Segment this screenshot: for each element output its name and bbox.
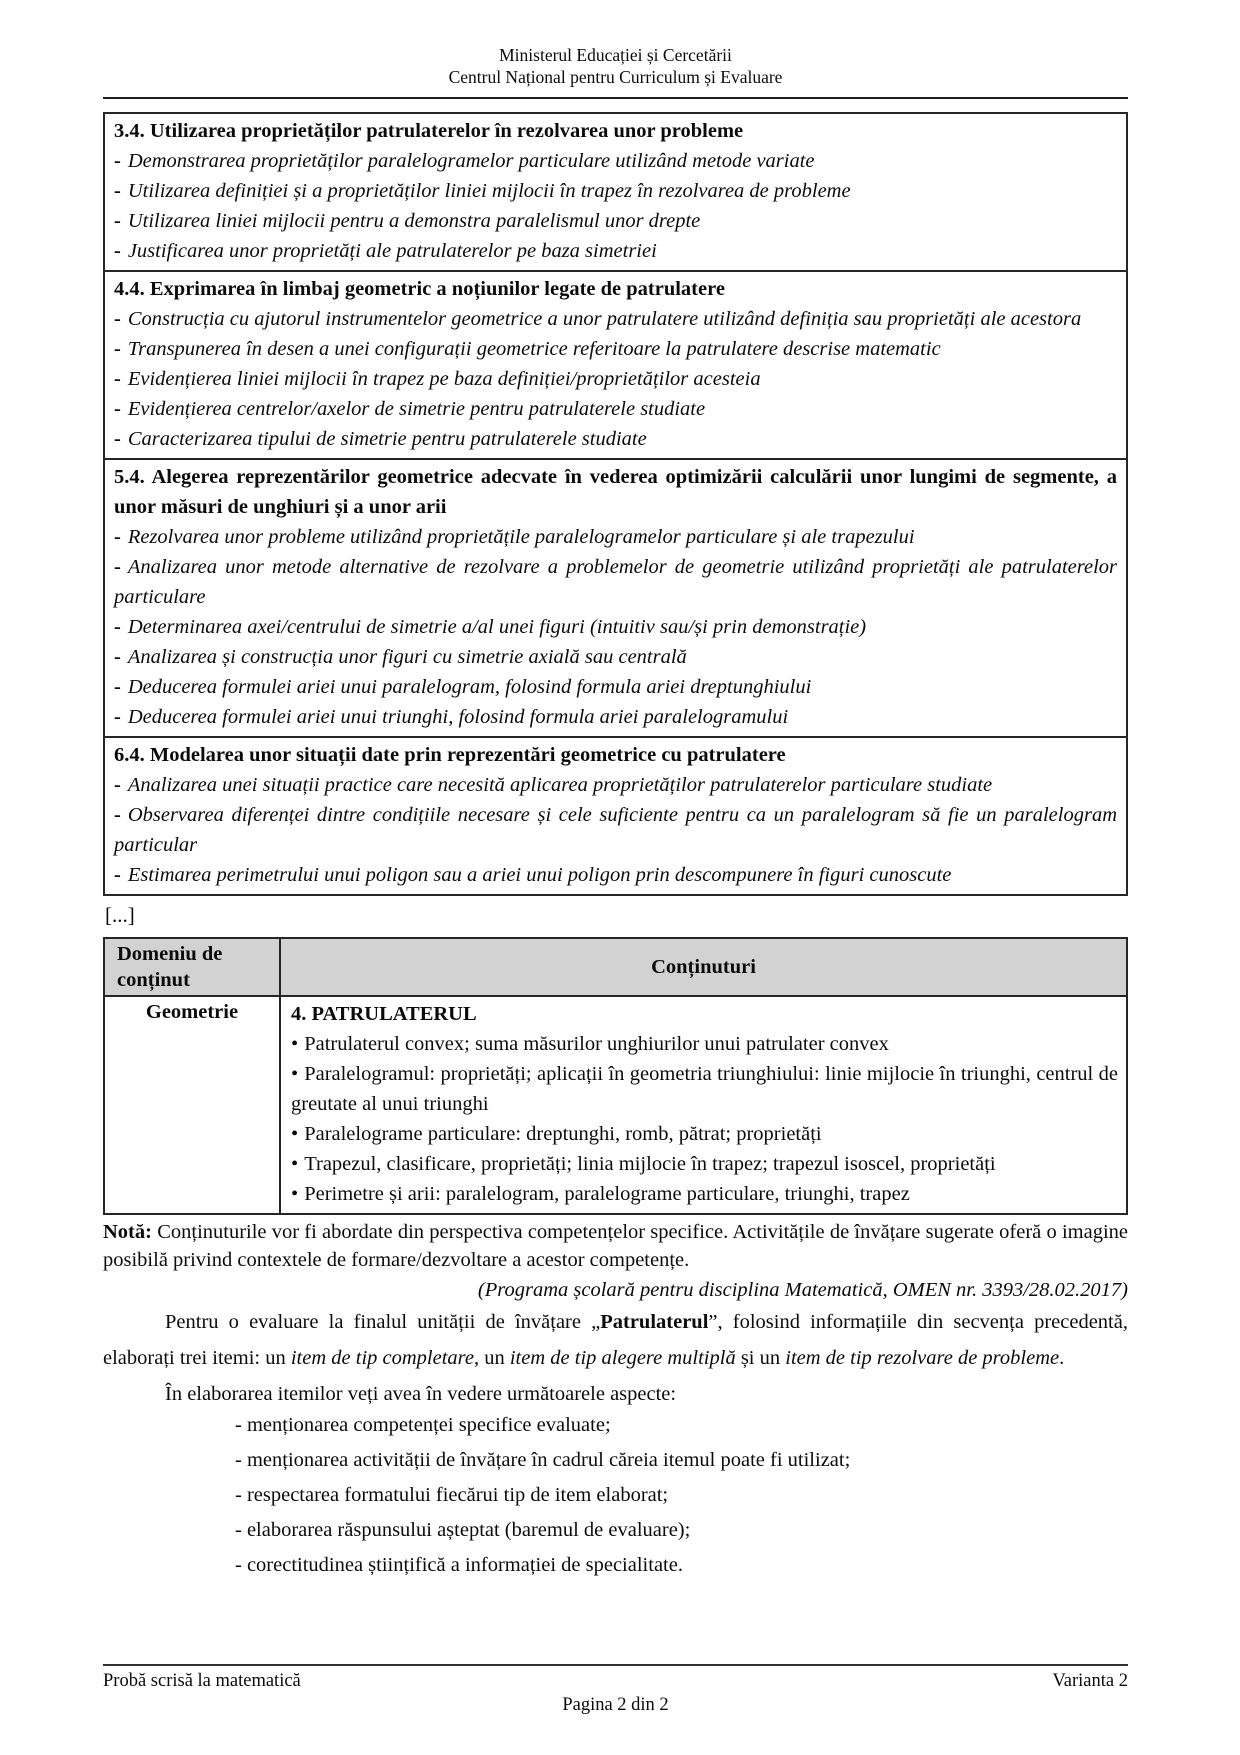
activity-text: Caracterizarea tipului de simetrie pentru patrulaterele studiate: [127, 428, 647, 450]
bullet-icon: •: [291, 1063, 299, 1085]
center-title: Centrul Național pentru Curriculum și Evaluare: [448, 67, 783, 87]
bullet-icon: •: [291, 1183, 299, 1205]
aspect-item: - elaborarea răspunsului așteptat (baremul de evaluare);: [235, 1519, 691, 1541]
domain-column-header: Domeniu de conținut: [104, 938, 280, 996]
text-segment-bold: Patrulaterul: [600, 1311, 709, 1333]
note-label: Notă:: [103, 1221, 152, 1243]
dash-marker: -: [114, 706, 121, 728]
activity-text: Evidențierea centrelor/axelor de simetrie pentru patrulaterele studiate: [127, 398, 706, 420]
task-paragraph: [103, 1304, 1128, 1376]
ellipsis-marker: [...]: [105, 903, 135, 927]
activity-item: [114, 800, 1117, 860]
competence-section-5-4: [103, 458, 1128, 738]
text-segment: și un: [735, 1347, 786, 1369]
activity-item: [114, 424, 1117, 454]
section-title: 6.4. Modelarea unor situații date prin reprezentări geometrice cu patrulatere: [114, 744, 786, 766]
aspect-item: - menționarea activității de învățare în cadrul căreia itemul poate fi utilizat;: [235, 1449, 851, 1471]
section-title: 5.4. Alegerea reprezentărilor geometrice adecvate în vederea optimizării calculării unor lungimi de segmente, a unor măsuri de unghiuri și a unor arii: [114, 466, 1117, 518]
content-item: [291, 1059, 1118, 1119]
document-header: [103, 44, 1128, 99]
dash-marker: -: [114, 616, 121, 638]
aspect-item: - corectitudinea științifică a informației de specialitate.: [235, 1554, 683, 1576]
competence-section-4-4: [103, 270, 1128, 460]
dash-marker: -: [114, 150, 121, 172]
activity-item: [114, 702, 1117, 732]
contents-table: [103, 937, 1128, 1215]
section-title: 3.4. Utilizarea proprietăților patrulaterelor în rezolvarea unor probleme: [114, 120, 744, 142]
note-text: Conținuturile vor fi abordate din perspectiva competențelor specifice. Activitățile de învățare sugerate oferă o imagine posibilă privind contextele de formare/dezvoltare a acestor competențe.: [103, 1221, 1128, 1271]
activity-text: Rezolvarea unor probleme utilizând proprietățile paralelogramelor particulare și ale trapezului: [127, 526, 915, 548]
activity-item: [114, 552, 1117, 612]
activity-item: [114, 304, 1117, 334]
bullet-icon: •: [291, 1153, 299, 1175]
activity-text: Analizarea și construcția unor figuri cu simetrie axială sau centrală: [127, 646, 687, 668]
table-header-row: [104, 938, 1127, 996]
content-item: [291, 1179, 1118, 1209]
activity-item: [114, 206, 1117, 236]
activity-text: Utilizarea liniei mijlocii pentru a demonstra paralelismul unor drepte: [127, 210, 701, 232]
activity-text: Utilizarea definiției și a proprietăților liniei mijlocii în trapez în rezolvarea de probleme: [127, 180, 851, 202]
activity-item: [114, 642, 1117, 672]
contents-column-header: Conținuturi: [280, 938, 1127, 996]
activity-text: Justificarea unor proprietăți ale patrulaterelor pe baza simetriei: [127, 240, 657, 262]
dash-marker: -: [114, 180, 121, 202]
text-segment-italic: item de tip alegere multiplă: [509, 1347, 736, 1369]
section-title: 4.4. Exprimarea în limbaj geometric a noțiunilor legate de patrulatere: [114, 278, 725, 300]
activity-text: Demonstrarea proprietăților paralelogramelor particulare utilizând metode variate: [127, 150, 815, 172]
bullet-icon: •: [291, 1033, 299, 1055]
competence-section-3-4: [103, 112, 1128, 272]
domain-cell: Geometrie: [104, 996, 280, 1214]
activity-text: Determinarea axei/centrului de simetrie a/al unei figuri (intuitiv sau/și prin demonstrație): [127, 616, 867, 638]
activity-text: Analizarea unei situații practice care necesită aplicarea proprietăților patrulaterelor particulare studiate: [127, 774, 993, 796]
ministry-title: Ministerul Educației și Cercetării: [499, 45, 732, 65]
activity-item: [114, 364, 1117, 394]
note-paragraph: [103, 1218, 1128, 1274]
page-number: Pagina 2 din 2: [562, 1695, 669, 1715]
table-row: [104, 996, 1127, 1214]
content-text: Patrulaterul convex; suma măsurilor unghiurilor unui patrulater convex: [304, 1033, 889, 1055]
activity-item: [114, 612, 1117, 642]
dash-marker: -: [114, 428, 121, 450]
aspect-item: - respectarea formatului fiecărui tip de item elaborat;: [235, 1484, 669, 1506]
dash-marker: -: [114, 526, 121, 548]
content-text: Perimetre și arii: paralelogram, paralelograme particulare, triunghi, trapez: [304, 1183, 910, 1205]
activity-item: [114, 146, 1117, 176]
activity-item: [114, 236, 1117, 266]
content-text: Paralelograme particulare: dreptunghi, romb, pătrat; proprietăți: [304, 1123, 822, 1145]
text-segment: Pentru o evaluare la finalul unității de învățare „: [165, 1311, 601, 1333]
activity-item: [114, 672, 1117, 702]
activity-item: [114, 394, 1117, 424]
footer-exam-label: Probă scrisă la matematică: [103, 1671, 301, 1691]
aspects-lead: În elaborarea itemilor veți avea în vedere următoarele aspecte:: [165, 1383, 677, 1405]
dash-marker: -: [114, 368, 121, 390]
bullet-icon: •: [291, 1123, 299, 1145]
dash-marker: -: [114, 774, 121, 796]
curriculum-reference: (Programa școlară pentru disciplina Matematică, OMEN nr. 3393/28.02.2017): [477, 1279, 1128, 1301]
content-text: Trapezul, clasificare, proprietăți; linia mijlocie în trapez; trapezul isoscel, proprietăți: [304, 1153, 996, 1175]
text-segment: , un: [473, 1347, 510, 1369]
content-text: Paralelogramul: proprietăți; aplicații în geometria triunghiului: linie mijlocie în triunghi, centrul de greutate al unui triunghi: [291, 1063, 1118, 1115]
activity-item: [114, 770, 1117, 800]
activity-text: Transpunerea în desen a unei configurații geometrice referitoare la patrulatere descrise matematic: [127, 338, 941, 360]
contents-cell: [280, 996, 1127, 1214]
activity-item: [114, 860, 1117, 890]
text-segment: ”, folosind informațiile din secvența precedentă, elaborați trei itemi: un: [103, 1311, 1128, 1369]
activity-text: Observarea diferenței dintre condițiile necesare și cele suficiente pentru ca un paralelogram să fie un paralelogram particular: [114, 804, 1117, 856]
activity-text: Analizarea unor metode alternative de rezolvare a problemelor de geometrie utilizând proprietăți ale patrulaterelor particulare: [114, 556, 1117, 608]
dash-marker: -: [114, 398, 121, 420]
text-segment: .: [1059, 1347, 1065, 1369]
dash-marker: -: [114, 210, 121, 232]
activity-text: Construcția cu ajutorul instrumentelor geometrice a unor patrulatere utilizând definiția sau proprietăți ale acestora: [127, 308, 1082, 330]
document-footer: [103, 1664, 1128, 1718]
content-item: [291, 1119, 1118, 1149]
dash-marker: -: [114, 556, 121, 578]
dash-marker: -: [114, 338, 121, 360]
activity-item: [114, 176, 1117, 206]
text-segment-italic: item de tip rezolvare de probleme: [785, 1347, 1060, 1369]
content-item: [291, 1149, 1118, 1179]
dash-marker: -: [114, 646, 121, 668]
activity-text: Estimarea perimetrului unui poligon sau a ariei unui poligon prin descompunere în figuri cunoscute: [127, 864, 952, 886]
activity-item: [114, 522, 1117, 552]
aspect-item: - menționarea competenței specifice evaluate;: [235, 1414, 611, 1436]
dash-marker: -: [114, 804, 121, 826]
dash-marker: -: [114, 676, 121, 698]
activity-text: Evidențierea liniei mijlocii în trapez pe baza definiției/proprietăților acesteia: [127, 368, 761, 390]
footer-row: [103, 1670, 1128, 1693]
text-segment-italic: item de tip completare: [290, 1347, 474, 1369]
dash-marker: -: [114, 864, 121, 886]
activity-text: Deducerea formulei ariei unui triunghi, folosind formula ariei paralelogramului: [127, 706, 789, 728]
content-item: [291, 1029, 1118, 1059]
activity-text: Deducerea formulei ariei unui paralelogram, folosind formula ariei dreptunghiului: [127, 676, 812, 698]
activity-item: [114, 334, 1117, 364]
chapter-title: 4. PATRULATERUL: [291, 1003, 477, 1025]
dash-marker: -: [114, 308, 121, 330]
footer-variant-label: Varianta 2: [1052, 1671, 1128, 1691]
dash-marker: -: [114, 240, 121, 262]
competence-section-6-4: [103, 736, 1128, 896]
